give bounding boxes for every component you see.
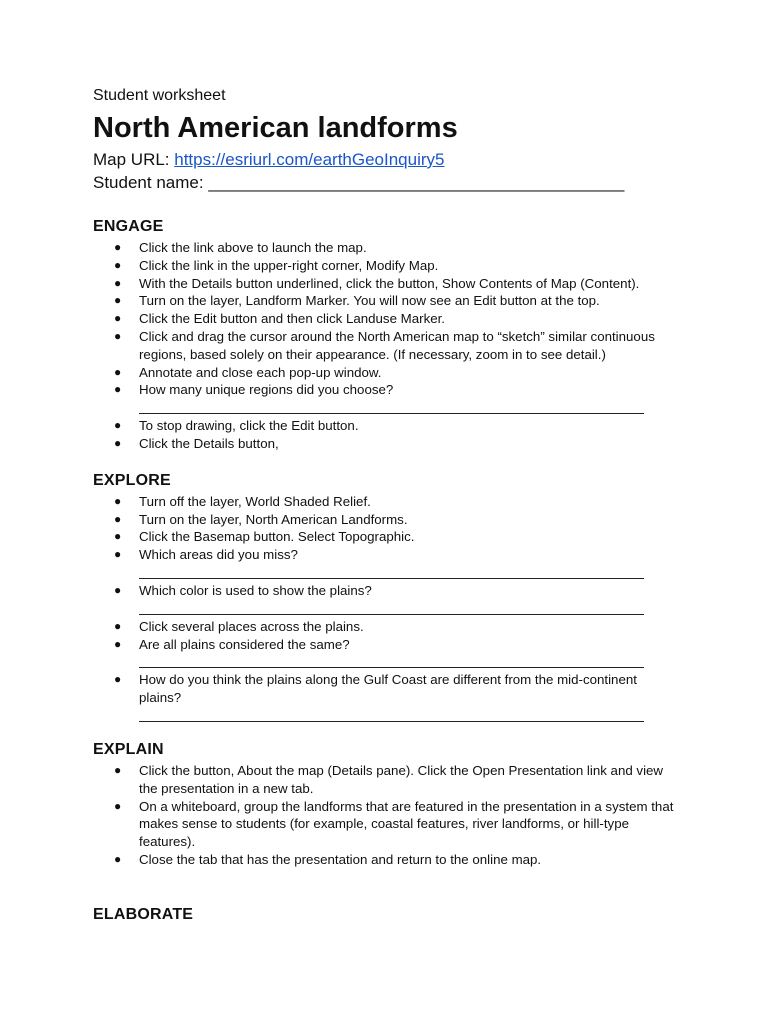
list-item: ● Click and drag the cursor around the North American map to “sketch” similar continuous regions, based solely on their appearance. (If necessary, zoom in to see detail.): [114, 328, 655, 362]
list-item: ● To stop drawing, click the Edit button.: [114, 418, 359, 434]
bullet-icon: ●: [114, 618, 122, 633]
map-url-link[interactable]: https://esriurl.com/earthGeoInquiry5: [174, 150, 445, 169]
answer-line[interactable]: [139, 653, 644, 668]
list-item: ● How many unique regions did you choose?: [93, 381, 679, 414]
map-url-line: [93, 148, 713, 171]
section-heading-explore: EXPLORE: [93, 471, 171, 489]
bullet-icon: ●: [114, 798, 122, 813]
bullet-icon: ●: [114, 382, 122, 397]
list-item: ● How do you think the plains along the Gulf Coast are different from the mid-continent plains?: [93, 671, 679, 722]
list-item: ● Which color is used to show the plains?: [93, 582, 679, 615]
list-item: ● Which areas did you miss?: [93, 546, 679, 579]
answer-line[interactable]: [139, 399, 644, 414]
student-name-line: [93, 171, 713, 194]
engage-list: [93, 239, 713, 453]
bullet-icon: ●: [114, 511, 122, 526]
list-item: ● Click the Details button,: [114, 435, 279, 451]
list-item: ● Annotate and close each pop-up window.: [114, 364, 382, 380]
answer-line[interactable]: [139, 600, 644, 615]
list-item: ● Click the link above to launch the map.: [114, 240, 367, 255]
section-heading-elaborate: ELABORATE: [93, 905, 194, 923]
bullet-icon: ●: [114, 636, 122, 651]
list-item: ● Click the Basemap button. Select Topographic.: [114, 529, 415, 545]
worksheet-title: North American landforms: [93, 112, 458, 144]
bullet-icon: ●: [114, 493, 122, 508]
bullet-icon: ●: [114, 418, 122, 433]
list-item: ● Turn off the layer, World Shaded Relief.: [114, 493, 371, 509]
bullet-icon: ●: [114, 582, 122, 597]
bullet-icon: ●: [114, 275, 122, 290]
section-heading-explain: EXPLAIN: [93, 740, 164, 758]
bullet-icon: ●: [114, 293, 122, 308]
bullet-icon: ●: [114, 328, 122, 343]
explain-list: [93, 762, 713, 869]
worksheet-subtitle: Student worksheet: [93, 87, 226, 104]
bullet-icon: ●: [114, 311, 122, 326]
answer-line[interactable]: [139, 707, 644, 722]
student-name-field[interactable]: ____________________________________________: [208, 173, 625, 192]
bullet-icon: ●: [114, 435, 122, 450]
bullet-icon: ●: [114, 364, 122, 379]
explore-list: [93, 493, 713, 722]
bullet-icon: ●: [114, 240, 122, 254]
map-url-label: Map URL:: [93, 150, 175, 169]
list-item: ● Click several places across the plains.: [114, 618, 364, 634]
worksheet-page: [93, 86, 713, 925]
list-item: ● Click the Edit button and then click Landuse Marker.: [114, 311, 445, 327]
list-item: ● Click the link in the upper-right corner, Modify Map.: [114, 257, 439, 273]
bullet-icon: ●: [114, 672, 122, 687]
list-item: ● Turn on the layer, Landform Marker. You will now see an Edit button at the top.: [114, 293, 600, 309]
list-item: ● Click the button, About the map (Details pane). Click the Open Presentation link and view the presentation in a new tab.: [114, 762, 664, 796]
answer-line[interactable]: [139, 564, 644, 579]
student-name-label: Student name:: [93, 173, 209, 192]
list-item: ● Are all plains considered the same?: [93, 636, 679, 669]
bullet-icon: ●: [114, 762, 122, 777]
bullet-icon: ●: [114, 257, 122, 272]
list-item: ● On a whiteboard, group the landforms that are featured in the presentation in a system that makes sense to students (for example, coastal features, river landforms, or hill-type features).: [114, 798, 674, 850]
section-heading-engage: ENGAGE: [93, 218, 164, 235]
bullet-icon: ●: [114, 851, 122, 866]
bullet-icon: ●: [114, 547, 122, 562]
list-item: ● With the Details button underlined, click the button, Show Contents of Map (Content).: [114, 275, 640, 291]
list-item: ● Close the tab that has the presentation and return to the online map.: [114, 851, 542, 867]
list-item: ● Turn on the layer, North American Landforms.: [114, 511, 408, 527]
bullet-icon: ●: [114, 529, 122, 544]
